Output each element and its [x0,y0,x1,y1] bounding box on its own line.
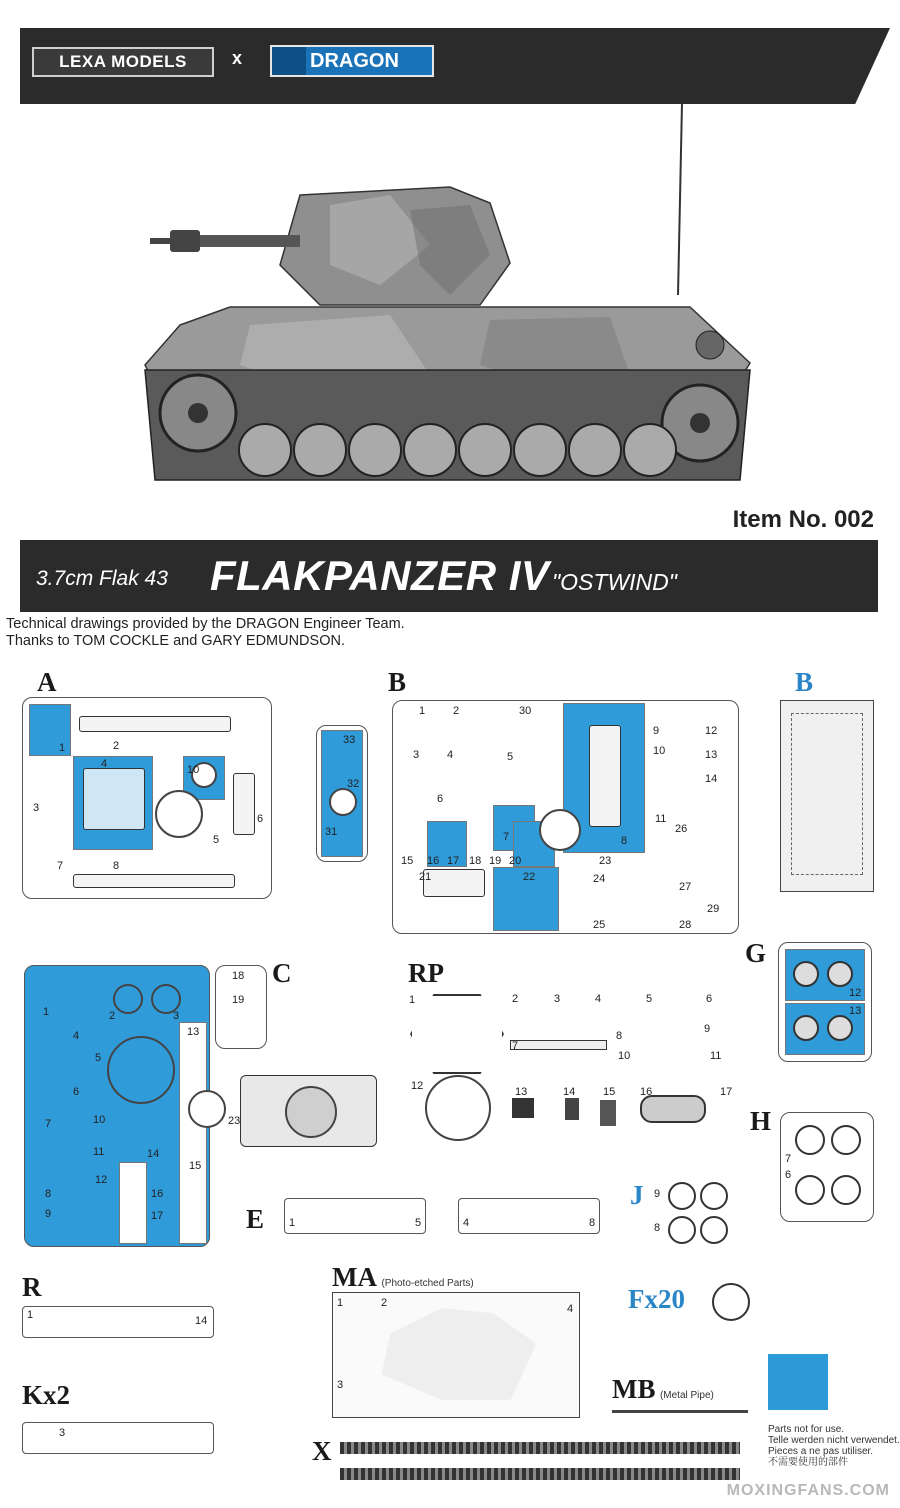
sprue-c-cell-13-15 [179,1022,207,1244]
part-j9b [700,1182,728,1210]
num-b-26: 26 [675,823,688,835]
num-b-17: 17 [447,855,460,867]
num-k-3: 3 [59,1427,66,1439]
num-g-13: 13 [849,1005,862,1017]
sprue-b-side [316,725,368,862]
num-b-6: 6 [437,793,444,805]
num-b-32: 32 [347,778,360,790]
gun-subtitle: 3.7cm Flak 43 [36,567,168,590]
num-rp-1: 1 [409,994,416,1006]
num-b-28: 28 [679,919,692,931]
hull-b-detail [791,713,863,875]
sprue-mb-label: MB [612,1374,656,1404]
num-c-13: 13 [187,1026,200,1038]
part-h6a [795,1175,825,1205]
num-rp-4: 4 [595,993,602,1005]
part-c5 [107,1036,175,1104]
num-j-9: 9 [654,1188,661,1200]
hull-b-label: B [795,667,814,697]
legend-note-line-3: Pieces a ne pas utiliser. [768,1446,874,1457]
part-ma-shield [373,1303,545,1405]
sprue-f-label: Fx20 [628,1284,685,1314]
legend-note-line-2: Telle werden nicht verwendet. [768,1435,900,1446]
num-rp-2: 2 [512,993,519,1005]
num-rp-7: 7 [512,1040,519,1052]
legend-note-line-4: 不需要使用的部件 [768,1457,848,1468]
num-b-29: 29 [707,903,720,915]
num-c-14: 14 [147,1148,160,1160]
part-mb-pipe [612,1410,748,1413]
sprue-a-label: A [37,667,57,697]
dragon-logo-text: DRAGON [310,50,399,72]
part-rp16 [640,1095,706,1123]
part-rp14 [565,1098,579,1120]
num-c-2: 2 [109,1010,116,1022]
num-b-20: 20 [509,855,522,867]
num-b-22: 22 [523,871,536,883]
num-c-4: 4 [73,1030,80,1042]
num-r-1: 1 [27,1309,34,1321]
sprue-k-label: Kx2 [22,1380,71,1410]
part-h7a [795,1125,825,1155]
num-h-7: 7 [785,1153,792,1165]
part-rp15 [600,1100,616,1126]
num-c-11: 11 [93,1146,105,1158]
sprue-j-label: J [630,1180,644,1210]
num-b-3: 3 [413,749,420,761]
sprue-a [22,697,272,899]
num-b-9: 9 [653,725,660,737]
part-g12a [793,961,819,987]
num-b-21: 21 [419,871,432,883]
num-b-24: 24 [593,873,606,885]
part-rp13 [512,1098,534,1118]
part-j8a [668,1216,696,1244]
num-c-16: 16 [151,1188,164,1200]
sprue-g-label: G [745,938,767,968]
num-c-15: 15 [189,1160,202,1172]
num-rp-6: 6 [706,993,713,1005]
credits-line-1: Technical drawings provided by the DRAGON Engineer Team. [6,616,405,632]
num-b-4: 4 [447,749,454,761]
sprue-mb-header [612,1374,714,1405]
credits [6,616,405,650]
num-r-14: 14 [195,1315,208,1327]
dragon-head-icon [272,47,306,75]
part-g12b [827,961,853,987]
sprue-c-cell-12 [119,1162,147,1244]
num-c-23: 23 [228,1115,241,1127]
sprue-c [24,965,210,1247]
lexa-models-logo: LEXA MODELS [32,47,214,77]
num-b-10: 10 [653,745,666,757]
num-rp-3: 3 [554,993,561,1005]
num-b-27: 27 [679,881,692,893]
sprue-r [22,1306,214,1338]
sprue-c-top [215,965,267,1049]
part-h7b [831,1125,861,1155]
part-f-sprocket [712,1283,750,1321]
sprue-k [22,1422,214,1454]
part-rp1 [410,994,504,1074]
part-rp7 [510,1040,607,1050]
part-rp12 [425,1075,491,1141]
part-b21 [423,869,485,897]
track-x-lower [340,1468,740,1480]
num-a-1: 1 [59,742,66,754]
part-c23-ring [285,1086,337,1138]
num-rp-11: 11 [710,1050,722,1062]
part-a6 [233,773,255,835]
num-rp-10: 10 [618,1050,631,1062]
num-c-1: 1 [43,1006,50,1018]
num-b-11: 11 [655,813,667,825]
num-c-10: 10 [93,1114,106,1126]
part-c2 [113,984,143,1014]
sprue-r-label: R [22,1272,42,1302]
num-b-13: 13 [705,749,718,761]
track-x-upper [340,1442,740,1454]
part-a8-barrel [73,874,235,888]
num-c-3: 3 [173,1010,180,1022]
num-c-6: 6 [73,1086,80,1098]
num-c-12: 12 [95,1174,108,1186]
sprue-c-label: C [272,958,292,988]
sprue-mb-note: (Metal Pipe) [659,1390,714,1401]
num-rp-13: 13 [515,1086,528,1098]
num-c-8: 8 [45,1188,52,1200]
credits-line-2: Thanks to TOM COCKLE and GARY EDMUNDSON. [6,633,345,649]
num-c-18: 18 [232,970,245,982]
sprue-e-label: E [246,1204,265,1234]
num-ma-1: 1 [337,1297,344,1309]
sprue-ma-label: MA [332,1262,377,1292]
sprue-c-gate [188,1090,226,1128]
num-rp-9: 9 [704,1023,711,1035]
legend-note-line-1: Parts not for use. [768,1424,845,1435]
item-number: Item No. 002 [732,506,874,533]
num-rp-15: 15 [603,1086,616,1098]
sprue-rp-label: RP [408,958,444,988]
num-a-7: 7 [57,860,64,872]
num-b-1: 1 [419,705,426,717]
num-a-10: 10 [187,764,200,776]
num-j-8: 8 [654,1222,661,1234]
num-b-2: 2 [453,705,460,717]
num-rp-16: 16 [640,1086,653,1098]
num-g-12: 12 [849,987,862,999]
num-b-30: 30 [519,705,532,717]
vehicle-nickname: "OSTWIND" [552,569,677,595]
sprue-h-label: H [750,1106,772,1136]
part-h6b [831,1175,861,1205]
sprue-a-gate [155,790,203,838]
num-b-18: 18 [469,855,482,867]
num-c-9: 9 [45,1208,52,1220]
num-c-5: 5 [95,1052,102,1064]
num-rp-12: 12 [411,1080,424,1092]
num-b-23: 23 [599,855,612,867]
num-b-7: 7 [503,831,510,843]
num-b-31: 31 [325,826,338,838]
legend-note [768,1424,900,1468]
num-b-19: 19 [489,855,502,867]
part-j9a [668,1182,696,1210]
hull-b-part [780,700,874,892]
part-g13a [793,1015,819,1041]
num-a-6: 6 [257,813,264,825]
num-b-12: 12 [705,725,718,737]
num-c-19: 19 [232,994,245,1006]
num-a-5: 5 [213,834,220,846]
num-b-25: 25 [593,919,606,931]
sprue-ma-header [332,1262,474,1293]
num-e-5: 5 [415,1217,422,1229]
num-a-8: 8 [113,860,120,872]
num-ma-2: 2 [381,1297,388,1309]
part-b32 [329,788,357,816]
num-ma-3: 3 [337,1379,344,1391]
num-c-17: 17 [151,1210,164,1222]
part-j8b [700,1216,728,1244]
legend-swatch [768,1354,828,1410]
watermark: MOXINGFANS.COM [726,1482,890,1499]
num-rp-14: 14 [563,1086,576,1098]
dragon-logo [270,45,434,77]
num-rp-8: 8 [616,1030,623,1042]
page-title: FLAKPANZER IV [210,552,550,599]
part-b8 [589,725,621,827]
brand-separator: x [232,48,243,68]
sprue-b [392,700,739,934]
sprue-e-right [458,1198,600,1234]
num-b-33: 33 [343,734,356,746]
num-rp-17: 17 [720,1086,733,1098]
num-b-8: 8 [621,835,628,847]
num-b-15: 15 [401,855,414,867]
num-e-4: 4 [463,1217,470,1229]
sprue-ma-note: (Photo-etched Parts) [381,1278,474,1289]
num-a-2: 2 [113,740,120,752]
sprue-ma [332,1292,580,1418]
num-ma-4: 4 [567,1303,574,1315]
num-c-7: 7 [45,1118,52,1130]
num-b-5: 5 [507,751,514,763]
sprue-b-label: B [388,667,407,697]
num-b-14: 14 [705,773,718,785]
part-g13b [827,1015,853,1041]
num-e-1: 1 [289,1217,296,1229]
num-rp-5: 5 [646,993,653,1005]
num-a-3: 3 [33,802,40,814]
sprue-e-left [284,1198,426,1234]
sprue-b-gate [539,809,581,851]
track-x-label: X [312,1436,332,1466]
part-a4 [83,768,145,830]
sprue-h [780,1112,874,1222]
num-b-16: 16 [427,855,440,867]
part-a2-barrel [79,716,231,732]
num-h-6: 6 [785,1169,792,1181]
num-a-4: 4 [101,758,108,770]
num-e-8: 8 [589,1217,596,1229]
part-c23-turret-floor [240,1075,377,1147]
tank-illustration [130,95,770,485]
sprue-g [778,942,872,1062]
